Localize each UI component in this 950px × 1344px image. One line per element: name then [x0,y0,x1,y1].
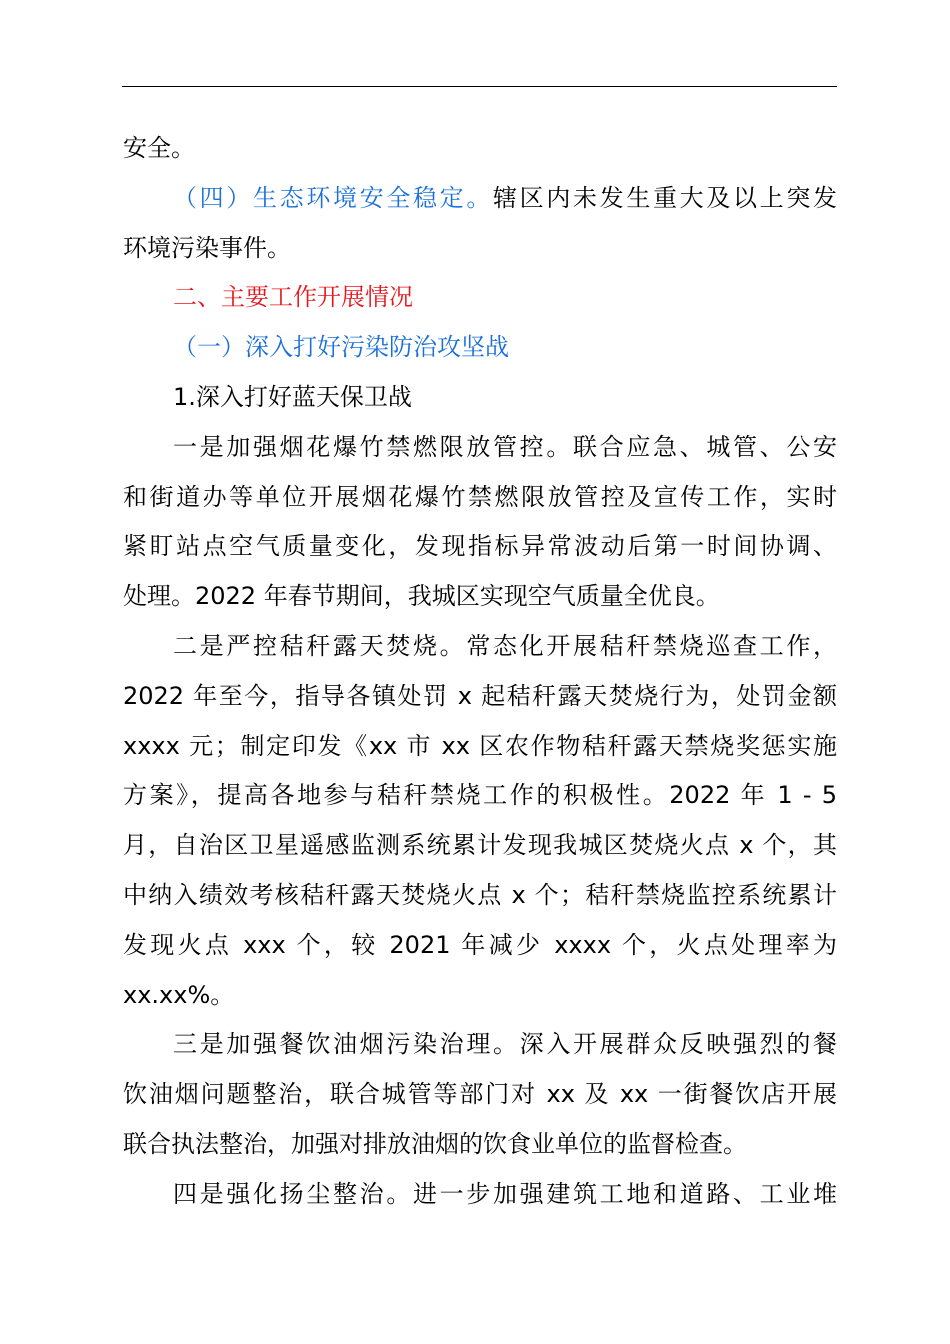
text-line: 联合执法整治，加强对排放油烟的饮食业单位的监督检查。 [123,1129,747,1158]
text-line: 四是强化扬尘整治。进一步加强建筑工地和道路、工业堆 [173,1179,837,1208]
subheading-ecological-safety: （四）生态环境安全稳定。 [173,183,493,212]
text-line: xxxx 元；制定印发《xx 市 xx 区农作物秸秆露天禁烧奖惩实施 [123,731,837,760]
section-heading: 二、主要工作开展情况 [173,283,413,312]
paragraph-cooking-fumes [123,1020,837,1169]
subsection-title [123,323,837,373]
subsection-heading: （一）深入打好污染防治攻坚战 [173,333,509,362]
paragraph-straw-burning [123,622,837,1020]
text-line: 处理。2022 年春节期间，我城区实现空气质量全优良。 [123,582,720,611]
text-line: 二是严控秸秆露天焚烧。常态化开展秸秆禁烧巡查工作， [173,631,837,660]
text-line: 2022 年至今，指导各镇处罚 x 起秸秆露天焚烧行为，处罚金额 [123,681,837,710]
text-line: 和街道办等单位开展烟花爆竹禁燃限放管控及宣传工作，实时 [123,482,837,511]
text-line: 饮油烟问题整治，联合城管等部门对 xx 及 xx 一街餐饮店开展 [123,1080,837,1109]
text-line: 发现火点 xxx 个，较 2021 年减少 xxxx 个，火点处理率为 [123,930,837,959]
section-title [123,273,837,323]
item-heading: 1.深入打好蓝天保卫战 [173,382,412,411]
header-rule [122,86,837,87]
item-title [123,373,837,423]
text-line: 方案》，提高各地参与秸秆禁烧工作的积极性。2022 年 1 - 5 [123,781,837,810]
text-line: 月，自治区卫星遥感监测系统累计发现我城区焚烧火点 x 个，其 [123,831,837,860]
paragraph-fireworks [123,423,837,622]
text-line: 三是加强餐饮油烟污染治理。深入开展群众反映强烈的餐 [173,1030,837,1059]
paragraph-continuation [123,124,837,174]
document-body [123,124,837,1220]
text-line: 紧盯站点空气质量变化，发现指标异常波动后第一时间协调、 [123,532,837,561]
text-line: 安全。 [123,134,195,162]
text-line: 中纳入绩效考核秸秆露天焚烧火点 x 个；秸秆禁烧监控系统累计 [123,880,837,909]
paragraph-dust-control [123,1170,837,1220]
text-line: 一是加强烟花爆竹禁燃限放管控。联合应急、城管、公安 [173,432,837,461]
text-line: （四）生态环境安全稳定。辖区内未发生重大及以上突发 [173,183,837,212]
paragraph-ecological-safety [123,174,837,274]
text-line: xx.xx%。 [123,980,235,1009]
text-line: 环境污染事件。 [123,233,291,262]
